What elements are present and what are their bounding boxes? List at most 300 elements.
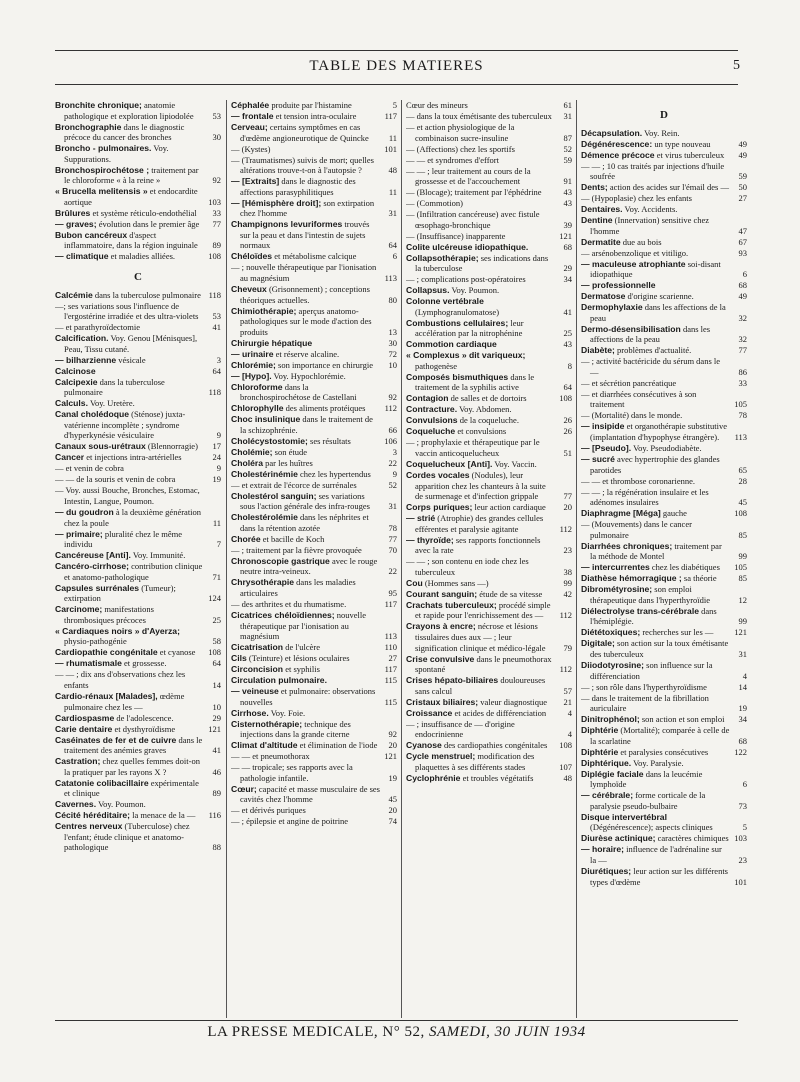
entry-page: 64 xyxy=(212,365,221,376)
index-entry xyxy=(581,421,747,442)
index-entry xyxy=(55,691,221,712)
entry-page: 19 xyxy=(738,703,747,714)
index-entry xyxy=(55,713,221,724)
entry-text: et paralysies consécutives xyxy=(618,746,709,757)
index-entry xyxy=(406,719,572,740)
entry-heading: Carcinome; xyxy=(55,604,103,615)
entry-text: et pulmonaire: observations nouvelles xyxy=(240,686,376,707)
entry-page: 52 xyxy=(388,479,397,490)
page-title: TABLE DES MATIERES xyxy=(309,58,484,74)
entry-page: 3 xyxy=(216,354,221,365)
index-entry xyxy=(231,371,397,382)
entry-text: manifestations thrombosiques précoces xyxy=(64,604,154,625)
entry-page: 25 xyxy=(563,328,572,339)
index-entry xyxy=(231,219,397,251)
entry-text: et acides de différenciation xyxy=(452,707,547,718)
entry-page: 33 xyxy=(738,377,747,388)
entry-heading: — cérébrale; xyxy=(581,790,634,801)
entry-text: — (Mortalité) dans le monde. xyxy=(581,410,683,421)
entry-heading: — urinaire xyxy=(231,348,274,359)
entry-text: dans le diagnostic précoce du cancer des bronches xyxy=(64,121,185,143)
entry-text: ses résultats xyxy=(307,435,351,446)
entry-heading: Cancéro-cirrhose; xyxy=(55,561,130,572)
entry-page: 49 xyxy=(738,149,747,160)
entry-text: et système réticulo-endothélial xyxy=(90,207,197,218)
entry-heading: Cholestérinémie xyxy=(231,468,298,479)
entry-heading: — maculeuse atrophiante xyxy=(581,258,686,269)
entry-page: 121 xyxy=(208,723,221,734)
entry-text: (Innervation) sensitive chez l'homme xyxy=(590,215,710,236)
entry-text: et troubles végétatifs xyxy=(460,772,534,783)
entry-page: 70 xyxy=(388,544,397,555)
entry-text: et bacille de Koch xyxy=(260,533,325,544)
entry-heading: — veineuse xyxy=(231,686,279,697)
index-entry xyxy=(55,290,221,301)
index-entry xyxy=(231,403,397,414)
entry-heading: Calculs. xyxy=(55,398,88,409)
page-header xyxy=(55,58,738,78)
entry-heading: Cordes vocales xyxy=(406,469,470,480)
entry-heading: Castration; xyxy=(55,756,101,767)
index-entry xyxy=(406,166,572,187)
entry-text: chez les diabétiques xyxy=(649,562,720,573)
index-entry xyxy=(55,377,221,398)
entry-text: aperçus anatomo-pathologiques sur le mode d'action des produits xyxy=(240,305,372,337)
entry-page: 49 xyxy=(738,138,747,149)
entry-page: 122 xyxy=(734,746,747,757)
entry-text: — ; épilepsie et angine de poitrine xyxy=(231,816,349,827)
entry-page: 19 xyxy=(212,474,221,485)
index-entry xyxy=(231,349,397,360)
entry-text: par les huîtres xyxy=(263,457,313,468)
entry-text: et endocardite aortique xyxy=(64,186,198,207)
entry-heading: — rhumatismale xyxy=(55,658,122,669)
entry-text: évolution dans le premier âge xyxy=(96,218,200,229)
entry-page: 28 xyxy=(738,475,747,486)
index-entry xyxy=(581,541,747,562)
entry-text: ses indications dans la tuberculose xyxy=(415,252,549,274)
entry-text: des cardiopathies congénitales xyxy=(441,740,548,751)
entry-page: 116 xyxy=(208,810,221,821)
index-entry xyxy=(231,338,397,349)
index-entry xyxy=(406,751,572,772)
index-entry xyxy=(406,111,572,122)
entry-page: 68 xyxy=(738,735,747,746)
index-entry xyxy=(55,398,221,409)
entry-heading: — intercurrentes xyxy=(581,562,650,573)
entry-heading: Collapsus. xyxy=(406,285,450,296)
entry-text: de l'adolescence. xyxy=(114,712,174,723)
entry-text: Voy. Pseudodiabète. xyxy=(631,443,702,454)
entry-heading: Cristaux biliaires; xyxy=(406,696,479,707)
entry-page: 99 xyxy=(738,616,747,627)
entry-page: 113 xyxy=(384,631,397,642)
entry-heading: Dentine xyxy=(581,215,613,226)
index-entry xyxy=(231,458,397,469)
index-entry xyxy=(581,259,747,280)
entry-page: 9 xyxy=(392,468,397,479)
index-entry xyxy=(581,627,747,638)
entry-text: sa théorie xyxy=(681,573,717,584)
entry-text: son importance en chirurgie xyxy=(275,359,373,370)
entry-heading: Dinitrophénol; xyxy=(581,714,640,725)
entry-text: son influence sur la différenciation xyxy=(590,659,713,681)
index-entry xyxy=(406,459,572,470)
index-entry xyxy=(581,747,747,758)
index-entry xyxy=(406,404,572,415)
entry-page: 124 xyxy=(208,593,221,604)
entry-text: — (Infiltration cancéreuse) avec fistule œsophago-bronchique xyxy=(406,209,540,230)
entry-heading: Dermatite xyxy=(581,236,621,247)
entry-heading: « Complexus » dit variqueux; xyxy=(406,350,526,361)
index-entry xyxy=(231,306,397,338)
entry-page: 99 xyxy=(563,577,572,588)
entry-page: 113 xyxy=(384,273,397,284)
entry-text: dans le traitement de la schizophrénie. xyxy=(240,414,373,435)
entry-page: 6 xyxy=(742,779,747,790)
entry-page: 68 xyxy=(563,241,572,252)
entry-page: 89 xyxy=(212,240,221,251)
entry-page: 72 xyxy=(388,348,397,359)
entry-page: 121 xyxy=(384,751,397,762)
entry-page: 8 xyxy=(567,360,572,371)
index-entry xyxy=(581,248,747,259)
entry-text: — ; prophylaxie et thérapeutique par le vaccin anticoquelucheux xyxy=(406,437,540,458)
entry-page: 4 xyxy=(742,670,747,681)
entry-heading: — climatique xyxy=(55,251,109,262)
entry-page: 26 xyxy=(563,415,572,426)
entry-page: 77 xyxy=(738,345,747,356)
entry-text: leur action sur les différents types d'œdème xyxy=(590,865,728,887)
entry-text: — — et thrombose coronarienne. xyxy=(581,475,696,486)
entry-page: 33 xyxy=(212,207,221,218)
index-entry xyxy=(231,512,397,533)
entry-page: 87 xyxy=(563,132,572,143)
entry-heading: Cicatrices chéloïdiennes; xyxy=(231,610,335,621)
index-entry xyxy=(231,642,397,653)
index-entry xyxy=(55,333,221,354)
entry-heading: Cyanose xyxy=(406,740,442,751)
entry-page: 30 xyxy=(388,337,397,348)
index-column-1 xyxy=(55,100,221,1020)
entry-page: 108 xyxy=(734,508,747,519)
index-entry xyxy=(581,606,747,627)
index-entry xyxy=(581,682,747,693)
entry-heading: — [Hémisphère droit]; xyxy=(231,197,322,208)
entry-heading: Canal cholédoque xyxy=(55,409,130,420)
entry-text: — (Commotion) xyxy=(406,198,463,209)
index-entry xyxy=(406,654,572,675)
index-entry xyxy=(55,799,221,810)
index-entry xyxy=(231,491,397,512)
entry-page: 14 xyxy=(212,679,221,690)
entry-text: (Dégénérescence); aspects cliniques xyxy=(590,822,713,833)
entry-heading: — insipide xyxy=(581,421,625,432)
entry-text: — dans la toux émétisante des tuberculeux xyxy=(406,110,552,121)
entry-page: 13 xyxy=(388,326,397,337)
entry-page: 58 xyxy=(212,636,221,647)
entry-heading: « Brucella melitensis » xyxy=(55,186,148,197)
entry-heading: — [Hypo]. xyxy=(231,370,272,381)
entry-text: dans le traitement de la syphilis active xyxy=(415,371,535,393)
entry-text: — — ; son contenu en iode chez les tuberculeux xyxy=(406,556,529,577)
entry-heading: Chlorémie; xyxy=(231,359,276,370)
entry-page: 88 xyxy=(212,842,221,853)
entry-page: 11 xyxy=(388,186,397,197)
entry-text: physio-pathogénie xyxy=(64,636,127,647)
entry-heading: — sucré xyxy=(581,454,615,464)
index-entry xyxy=(581,139,747,150)
entry-text: et maladies alliées. xyxy=(108,251,176,262)
entry-heading: Diaphragme [Méga] xyxy=(581,508,661,519)
index-entry xyxy=(581,280,747,291)
entry-text: (Lymphogranulomatose) xyxy=(415,306,500,317)
entry-page: 30 xyxy=(212,132,221,143)
entry-text: traitement par la méthode de Montel xyxy=(590,540,722,562)
index-entry xyxy=(406,513,572,534)
entry-page: 46 xyxy=(212,766,221,777)
entry-text: dans le traitement des anémies graves xyxy=(64,734,203,756)
entry-heading: Cils xyxy=(231,653,247,664)
index-entry xyxy=(581,410,747,421)
entry-heading: Cholécystostomie; xyxy=(231,435,308,446)
entry-text: — ; complications post-opératoires xyxy=(406,274,526,285)
entry-text: son action sur la toux émétisante des tuberculeux xyxy=(590,638,729,659)
entry-text: son action et son emploi xyxy=(639,714,725,725)
index-entry xyxy=(231,675,397,686)
entry-heading: « Cardiaques noirs » d'Ayerza; xyxy=(55,625,180,636)
index-entry xyxy=(231,599,397,610)
footer-journal: LA PRESSE MEDICALE, N° 52, xyxy=(207,1024,425,1040)
entry-text: — ; son rôle dans l'hyperthyroïdisme xyxy=(581,681,707,692)
entry-page: 105 xyxy=(734,399,747,410)
entry-heading: Commotion cardiaque xyxy=(406,339,497,350)
entry-page: 71 xyxy=(212,571,221,582)
entry-heading: Cisternothérapie; xyxy=(231,718,303,729)
index-entry xyxy=(406,502,572,513)
entry-page: 77 xyxy=(388,533,397,544)
entry-heading: Climat d'altitude xyxy=(231,740,298,751)
index-entry xyxy=(55,647,221,658)
entry-page: 4 xyxy=(567,729,572,740)
index-entry xyxy=(55,485,221,506)
entry-page: 115 xyxy=(384,675,397,686)
index-entry xyxy=(406,621,572,653)
entry-page: 65 xyxy=(738,464,747,475)
entry-page: 73 xyxy=(738,800,747,811)
entry-heading: Digitale; xyxy=(581,638,615,649)
column-divider xyxy=(576,100,577,1018)
entry-heading: Cholestérolémie xyxy=(231,512,298,523)
entry-text: avec le rouge neutre intra-veineux. xyxy=(240,555,378,577)
index-entry xyxy=(581,356,747,377)
entry-text: (Atrophie) des grandes cellules efférentes et paralysie agitante xyxy=(415,513,544,534)
entry-page: 6 xyxy=(742,269,747,280)
entry-text: — — ; dix ans d'observations chez les enfants xyxy=(55,669,186,690)
entry-page: 52 xyxy=(563,143,572,154)
entry-heading: Diphtérie xyxy=(581,725,619,736)
entry-page: 25 xyxy=(212,614,221,625)
entry-heading: Dentaires. xyxy=(581,204,623,215)
entry-heading: Cavernes. xyxy=(55,799,97,810)
entry-page: 19 xyxy=(388,772,397,783)
header-rule xyxy=(55,84,738,85)
entry-page: 89 xyxy=(212,788,221,799)
index-entry xyxy=(55,230,221,251)
index-entry xyxy=(231,480,397,491)
entry-page: 95 xyxy=(388,588,397,599)
index-entry xyxy=(406,426,572,437)
entry-heading: — frontale xyxy=(231,110,274,121)
entry-page: 108 xyxy=(559,393,572,404)
entry-page: 66 xyxy=(388,424,397,435)
entry-text: — et dérivés puriques xyxy=(231,805,306,816)
entry-text: — — ; leur traitement au cours de la grossesse et de l'accouchement xyxy=(406,165,531,187)
entry-page: 41 xyxy=(563,306,572,317)
entry-text: Voy. Abdomen. xyxy=(457,404,512,415)
entry-text: et virus tuberculeux xyxy=(654,149,725,160)
index-entry xyxy=(406,350,572,371)
entry-text: traitement par le chloroforme « à la reine » xyxy=(64,164,199,186)
index-entry xyxy=(231,556,397,577)
index-entry xyxy=(581,302,747,323)
entry-text: et élimination de l'iode xyxy=(297,740,378,751)
index-entry xyxy=(581,182,747,193)
entry-page: 79 xyxy=(563,642,572,653)
entry-heading: Cardiopathie congénitale xyxy=(55,647,158,658)
entry-heading: Diurétiques; xyxy=(581,865,632,876)
entry-page: 78 xyxy=(738,410,747,421)
entry-text: due au bois xyxy=(620,236,662,247)
entry-heading: Combustions cellulaires; xyxy=(406,317,509,328)
entry-text: étude de sa vitesse xyxy=(477,588,543,599)
entry-heading: — [Extraits] xyxy=(231,176,280,187)
entry-heading: Cardiospasme xyxy=(55,712,115,723)
index-entry xyxy=(406,144,572,155)
index-entry xyxy=(231,708,397,719)
entry-page: 31 xyxy=(738,648,747,659)
entry-heading: Dermophylaxie xyxy=(581,302,643,313)
index-entry xyxy=(55,251,221,262)
entry-heading: Croissance xyxy=(406,707,453,718)
index-entry xyxy=(581,150,747,161)
entry-heading: Cycle menstruel; xyxy=(406,751,476,762)
entry-heading: Crises hépato-biliaires xyxy=(406,675,499,686)
index-entry xyxy=(231,784,397,805)
entry-text: — (Blocage); traitement par l'éphédrine xyxy=(406,187,542,198)
entry-text: un type nouveau xyxy=(652,138,711,149)
entry-heading: Circulation pulmonaire. xyxy=(231,675,327,686)
entry-page: 108 xyxy=(208,251,221,262)
entry-text: pathogenèse xyxy=(415,360,458,371)
index-entry xyxy=(581,833,747,844)
entry-text: — (Hypoplasie) chez les enfants xyxy=(581,193,692,204)
column-divider xyxy=(226,100,227,1018)
entry-heading: Carie dentaire xyxy=(55,723,113,734)
entry-page: 11 xyxy=(388,132,397,143)
entry-text: — ; insuffisance de — d'origine endocrinienne xyxy=(406,718,515,740)
entry-heading: Bronchite chronique; xyxy=(55,100,142,110)
index-entry xyxy=(55,219,221,230)
entry-page: 31 xyxy=(563,110,572,121)
index-entry xyxy=(581,584,747,605)
entry-heading: Calcémie xyxy=(55,289,93,300)
index-entry xyxy=(581,866,747,887)
entry-page: 92 xyxy=(388,392,397,403)
index-entry xyxy=(231,534,397,545)
entry-page: 20 xyxy=(563,502,572,513)
entry-text: Voy. Immunité. xyxy=(130,550,186,561)
index-entry xyxy=(55,821,221,853)
entry-heading: — thyroïde; xyxy=(406,534,454,545)
entry-page: 117 xyxy=(384,664,397,675)
entry-heading: Convulsions xyxy=(406,415,458,426)
index-entry xyxy=(581,573,747,584)
index-entry xyxy=(581,215,747,236)
entry-text: leur action cardiaque xyxy=(472,502,546,513)
entry-text: et syphilis xyxy=(283,664,320,675)
entry-heading: Chlorophylle xyxy=(231,403,284,414)
entry-page: 3 xyxy=(392,446,397,457)
index-entry xyxy=(581,812,747,833)
entry-heading: Diiodotyrosine; xyxy=(581,659,645,670)
entry-text: (Nodules), leur apparition chez les chanteurs à la suite de surmenage et d'infection grippale xyxy=(415,469,546,502)
entry-heading: — strié xyxy=(406,513,436,524)
entry-text: — (Kystes) xyxy=(231,143,271,154)
entry-text: la menace de la — xyxy=(130,810,196,821)
index-entry xyxy=(55,208,221,219)
index-entry xyxy=(406,589,572,600)
entry-page: 61 xyxy=(563,100,572,110)
index-entry xyxy=(231,251,397,262)
entry-page: 14 xyxy=(738,681,747,692)
entry-text: anatomie pathologique et exploration lipiodolée xyxy=(64,100,194,121)
index-entry xyxy=(55,366,221,377)
entry-text: modification des plaquettes à ses différents stades xyxy=(415,751,535,772)
entry-heading: Diathèse hémorragique ; xyxy=(581,573,682,584)
index-entry xyxy=(581,443,747,454)
entry-page: 42 xyxy=(563,588,572,599)
index-entry xyxy=(231,740,397,751)
index-entry xyxy=(406,318,572,339)
index-entry xyxy=(581,345,747,356)
entry-text: Voy. Poumon. xyxy=(96,799,146,810)
entry-text: —; ses variations sous l'influence de l'ergostérine irradiée et des ultra-violets xyxy=(55,300,199,322)
entry-page: 17 xyxy=(212,441,221,452)
entry-page: 91 xyxy=(563,176,572,187)
index-entry xyxy=(55,122,221,143)
index-entry xyxy=(406,100,572,111)
entry-page: 43 xyxy=(563,198,572,209)
entry-text: capacité et masse musculaire de ses cavités chez l'homme xyxy=(240,783,380,805)
entry-page: 29 xyxy=(212,712,221,723)
entry-text: dans la tuberculose pulmonaire xyxy=(64,376,165,398)
entry-text: certains symptômes en cas d'œdème angioneurotique de Quincke xyxy=(240,121,369,143)
entry-text: de salles et de dortoirs xyxy=(448,393,527,404)
entry-text: des aliments protéiques xyxy=(283,403,366,414)
entry-text: — — ; la régénération insulaire et les adénomes insulaires xyxy=(581,486,709,508)
entry-text: (Teinture) et lésions oculaires xyxy=(246,653,350,664)
entry-heading: Crise convulsive xyxy=(406,653,475,664)
entry-text: son emploi thérapeutique dans l'hyperthyroïdie xyxy=(590,584,711,605)
entry-text: dans l'hémiplégie. xyxy=(590,605,717,627)
entry-page: 74 xyxy=(388,816,397,827)
index-entry xyxy=(406,285,572,296)
index-entry xyxy=(55,463,221,474)
entry-heading: Collapsothérapie; xyxy=(406,252,479,263)
entry-heading: Cœur; xyxy=(231,783,257,794)
entry-page: 103 xyxy=(734,833,747,844)
